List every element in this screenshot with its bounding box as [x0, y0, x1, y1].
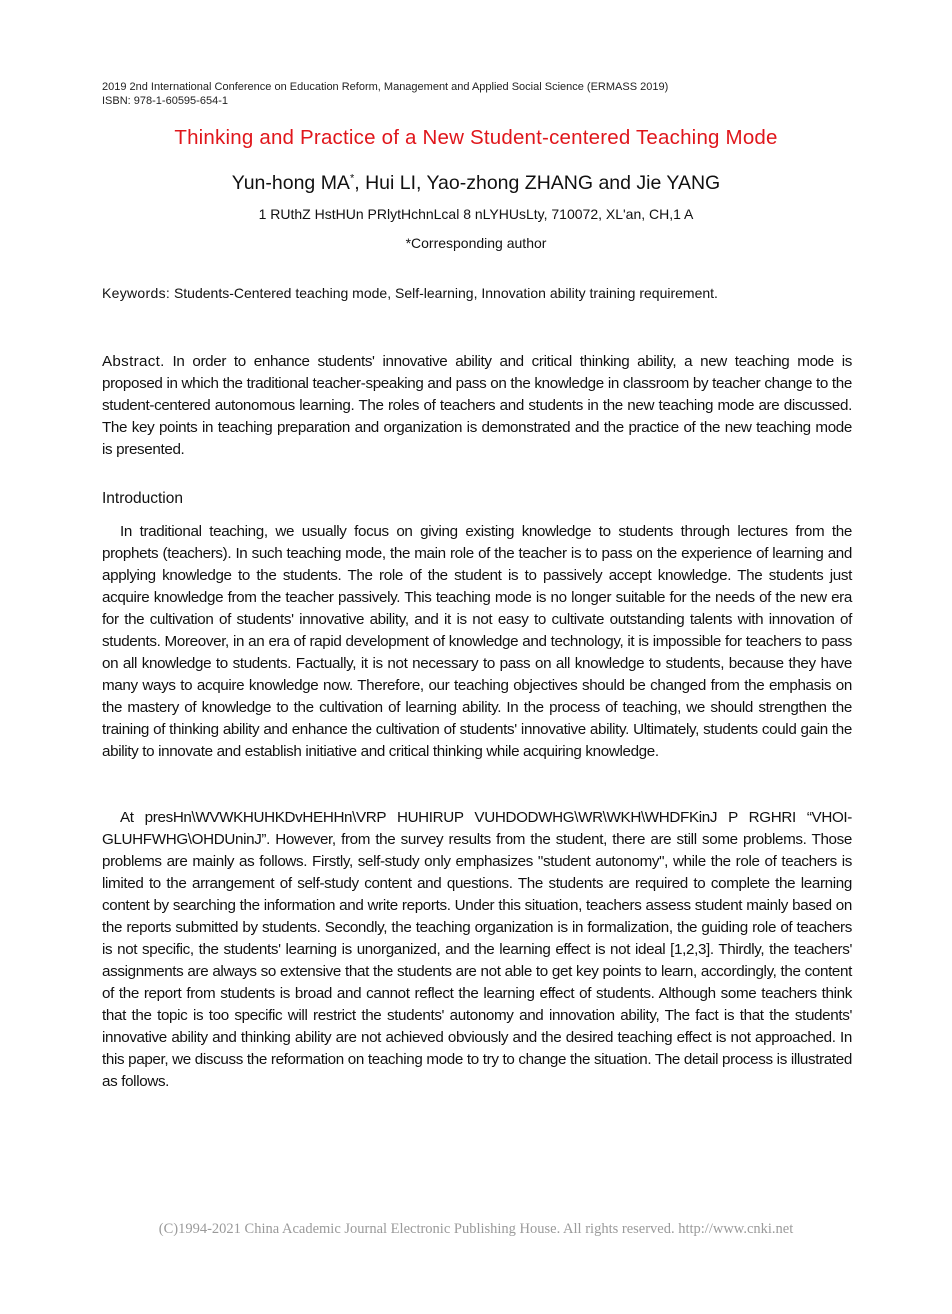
abstract-text: In order to enhance students' innovative ability and critical thinking ability, a new teaching mode is proposed in which the traditional teacher-speaking and pass on the knowledge in classroom by teacher change to the student-centered autonomous learning. The roles of teachers and students in the new teaching mode are discussed. The key points in teaching preparation and organization is demonstrated and the practice of the new teaching mode is presented. — [102, 353, 852, 458]
keywords-block — [102, 284, 852, 303]
section-heading-introduction: Introduction — [102, 490, 183, 507]
author-list — [0, 172, 952, 195]
intro-paragraph-1: In traditional teaching, we usually focus on giving existing knowledge to students through lectures from the prophets (teachers). In such teaching mode, the main role of the teacher is to pass on the experience of learning and applying knowledge to the students. The role of the student is to passively accept knowledge. The students just acquire knowledge from the teacher passively. This teaching mode is no longer suitable for the needs of the new era for the cultivation of students' innovative ability, and it is not easy to cultivate outstanding talents with innovation of students. Moreover, in an era of rapid development of knowledge and technology, it is impossible for teachers to pass on all knowledge to students. Factually, it is not necessary to pass on all knowledge to students, because they have many ways to acquire knowledge now. Therefore, our teaching objectives should be changed from the emphasis on the mastery of knowledge to the cultivation of learning ability. In the process of teaching, we should strengthen the training of thinking ability and enhance the cultivation of students' innovative ability. Ultimately, students could gain the ability to innovate and establish initiative and critical thinking while acquiring knowledge. — [102, 523, 852, 760]
corresponding-mark: * — [349, 172, 355, 185]
first-author: Yun-hong MA — [231, 172, 350, 194]
affiliation: 1 RUthZ HstHUn PRlytHchnLcal 8 nLYHUsLty, 710072, XL'an, CH,1 A — [258, 206, 694, 222]
paper-title: Thinking and Practice of a New Student-centered Teaching Mode — [174, 126, 778, 149]
conference-line: 2019 2nd International Conference on Education Reform, Management and Applied Social Science (ERMASS 2019) — [102, 81, 669, 93]
intro-paragraph-2: At presHn\WVWKHUHKDvHEHHn\VRP HUHIRUP VUHDODWHG\WR\WKH\WHDFKinJ P RGHRI “VHOI-GLUHFWHG\OHDUninJ”. However, from the survey results from the student, there are still some problems. Those problems are mainly as follows. Firstly, self-study only emphasizes "student autonomy", while the role of teachers is limited to the arrangement of self-study content and questions. The students are required to complete the learning content by searching the information and write reports. Under this situation, teachers assess student mainly based on the reports submitted by students. Secondly, the teaching organization is in formalization, the guiding role of teachers is not specific, the students' learning is unorganized, and the learning effect is not ideal [1,2,3]. Thirdly, the teachers' assignments are always so extensive that the students are not able to get key points to learn, accordingly, the content of the report from students is broad and cannot reflect the learning effect of students. Although some teachers think that the topic is too specific will restrict the students' autonomy and innovation ability, The fact is that the students' innovative ability and thinking ability are not achieved obviously and the desired teaching effect is not approached. In this paper, we discuss the reformation on teaching mode to try to change the situation. The detail process is illustrated as follows. — [102, 809, 852, 1090]
other-authors: , Hui LI, Yao-zhong ZHANG and Jie YANG — [354, 172, 721, 194]
corresponding-author-note: *Corresponding author — [405, 235, 547, 251]
copyright-footer: (C)1994-2021 China Academic Journal Electronic Publishing House. All rights reserved. http://www.cnki.net — [158, 1221, 794, 1237]
keywords-text: Students-Centered teaching mode, Self-learning, Innovation ability training requirement. — [173, 285, 718, 301]
conference-header — [102, 80, 668, 108]
isbn-line: ISBN: 978-1-60595-654-1 — [102, 95, 228, 107]
keywords-label: Keywords: — [102, 285, 171, 301]
abstract-label: Abstract. — [102, 353, 165, 370]
abstract-block — [102, 351, 852, 461]
